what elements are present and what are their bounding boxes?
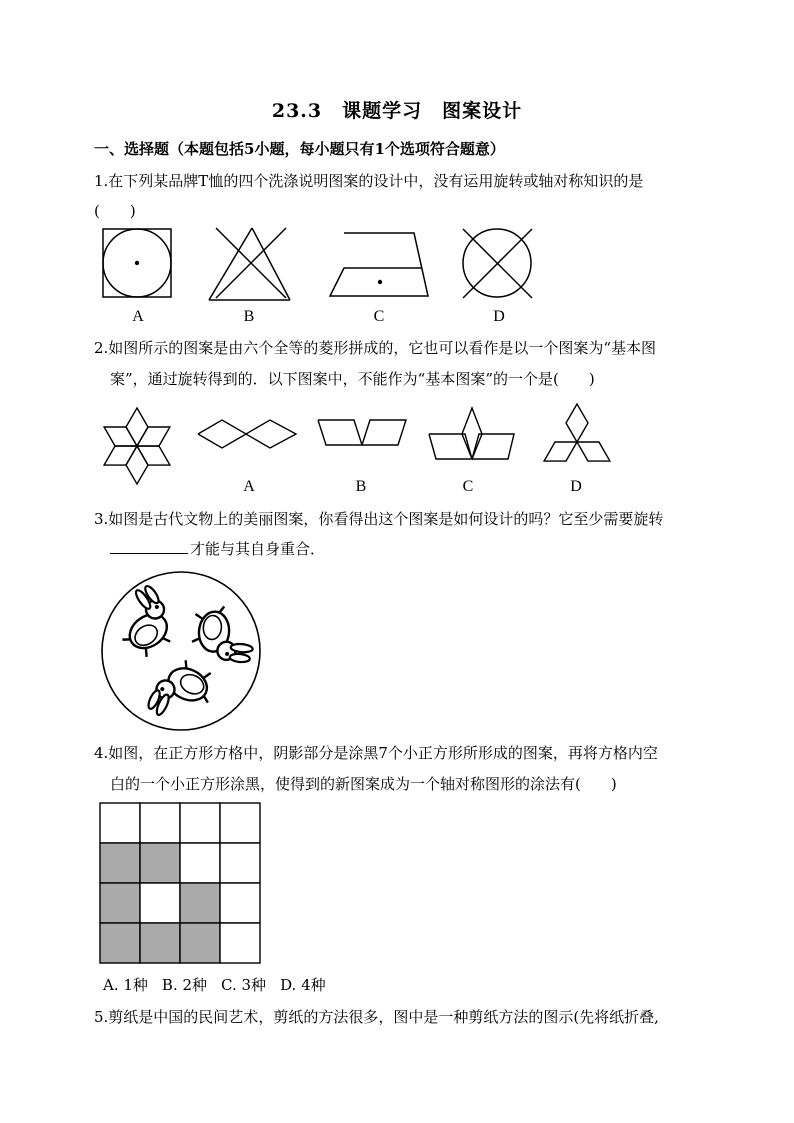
q3-answer-blank[interactable] — [110, 539, 188, 554]
q4-options — [103, 974, 340, 995]
q4-option-c[interactable]: C. 3种 — [221, 976, 267, 994]
q2-figure-a — [196, 418, 300, 450]
q2-label-a: A — [243, 478, 255, 495]
grid-cell-blank[interactable] — [100, 803, 140, 843]
q1-text-line1: 1.在下列某品牌T恤的四个洗涤说明图案的设计中，没有运用旋转或轴对称知识的是 — [94, 172, 644, 190]
q1-answer-paren: ( ) — [94, 202, 136, 220]
grid-cell-shaded — [100, 883, 140, 923]
grid-cell-shaded — [180, 883, 220, 923]
q1-figure-d — [459, 224, 537, 302]
q2-six-rhombus-pattern — [94, 397, 180, 495]
grid-cell-blank[interactable] — [140, 803, 180, 843]
q2-label-c: C — [462, 478, 474, 495]
grid-cell-shaded — [180, 923, 220, 963]
q2-label-d: D — [570, 478, 582, 495]
q1-label-b: B — [243, 308, 255, 325]
q4-text-line2: 白的一个小正方形涂黑，使得到的新图案成为一个轴对称图形的涂法有( ) — [110, 775, 617, 793]
q2-figure-c — [424, 404, 516, 462]
grid-cell-blank[interactable] — [220, 803, 260, 843]
grid-cell-blank[interactable] — [220, 923, 260, 963]
q2-figure-d — [531, 396, 623, 476]
q4-option-a[interactable]: A. 1种 — [103, 976, 148, 994]
grid-cell-shaded — [100, 923, 140, 963]
q2-figure-b — [316, 418, 408, 448]
q1-label-c: C — [373, 308, 385, 325]
grid-cell-blank[interactable] — [140, 883, 180, 923]
grid-cell-shaded — [140, 843, 180, 883]
page-title: 23.3 课题学习 图案设计 — [271, 100, 523, 122]
q4-option-b[interactable]: B. 2种 — [161, 976, 208, 994]
q2-text-line2: 案”，通过旋转得到的．以下图案中，不能作为“基本图案”的一个是( ) — [110, 370, 595, 388]
q1-figure-b — [206, 226, 292, 302]
q4-option-d[interactable]: D. 4种 — [280, 976, 326, 994]
section-heading: 一、选择题（本题包括5小题，每小题只有1个选项符合题意） — [94, 140, 505, 158]
grid-cell-shaded — [140, 923, 180, 963]
q1-figure-c — [328, 230, 430, 298]
q3-rabbit-medallion-image — [100, 570, 262, 732]
q4-text-line1: 4.如图，在正方形方格中，阴影部分是涂黑7个小正方形所形成的图案，再将方格内空 — [94, 744, 658, 762]
grid-cell-blank[interactable] — [220, 883, 260, 923]
grid-cell-blank[interactable] — [220, 843, 260, 883]
q3-text-line2 — [110, 538, 325, 559]
q2-label-b: B — [355, 478, 367, 495]
q1-label-d: D — [493, 308, 505, 325]
q3-text-line2-suffix: 才能与其自身重合． — [190, 540, 326, 558]
grid-cell-shaded — [100, 843, 140, 883]
grid-cell-blank[interactable] — [180, 803, 220, 843]
q2-text-line1: 2.如图所示的图案是由六个全等的菱形拼成的，它也可以看作是以一个图案为“基本图 — [94, 339, 656, 357]
q3-text-line1: 3.如图是古代文物上的美丽图案，你看得出这个图案是如何设计的吗？它至少需要旋转 — [94, 510, 664, 528]
q1-label-a: A — [132, 308, 144, 325]
grid-cell-blank[interactable] — [180, 843, 220, 883]
q4-square-grid — [99, 802, 261, 964]
q5-text-line1: 5.剪纸是中国的民间艺术，剪纸的方法很多，图中是一种剪纸方法的图示(先将纸折叠, — [94, 1008, 659, 1026]
q1-figure-a — [102, 228, 172, 298]
